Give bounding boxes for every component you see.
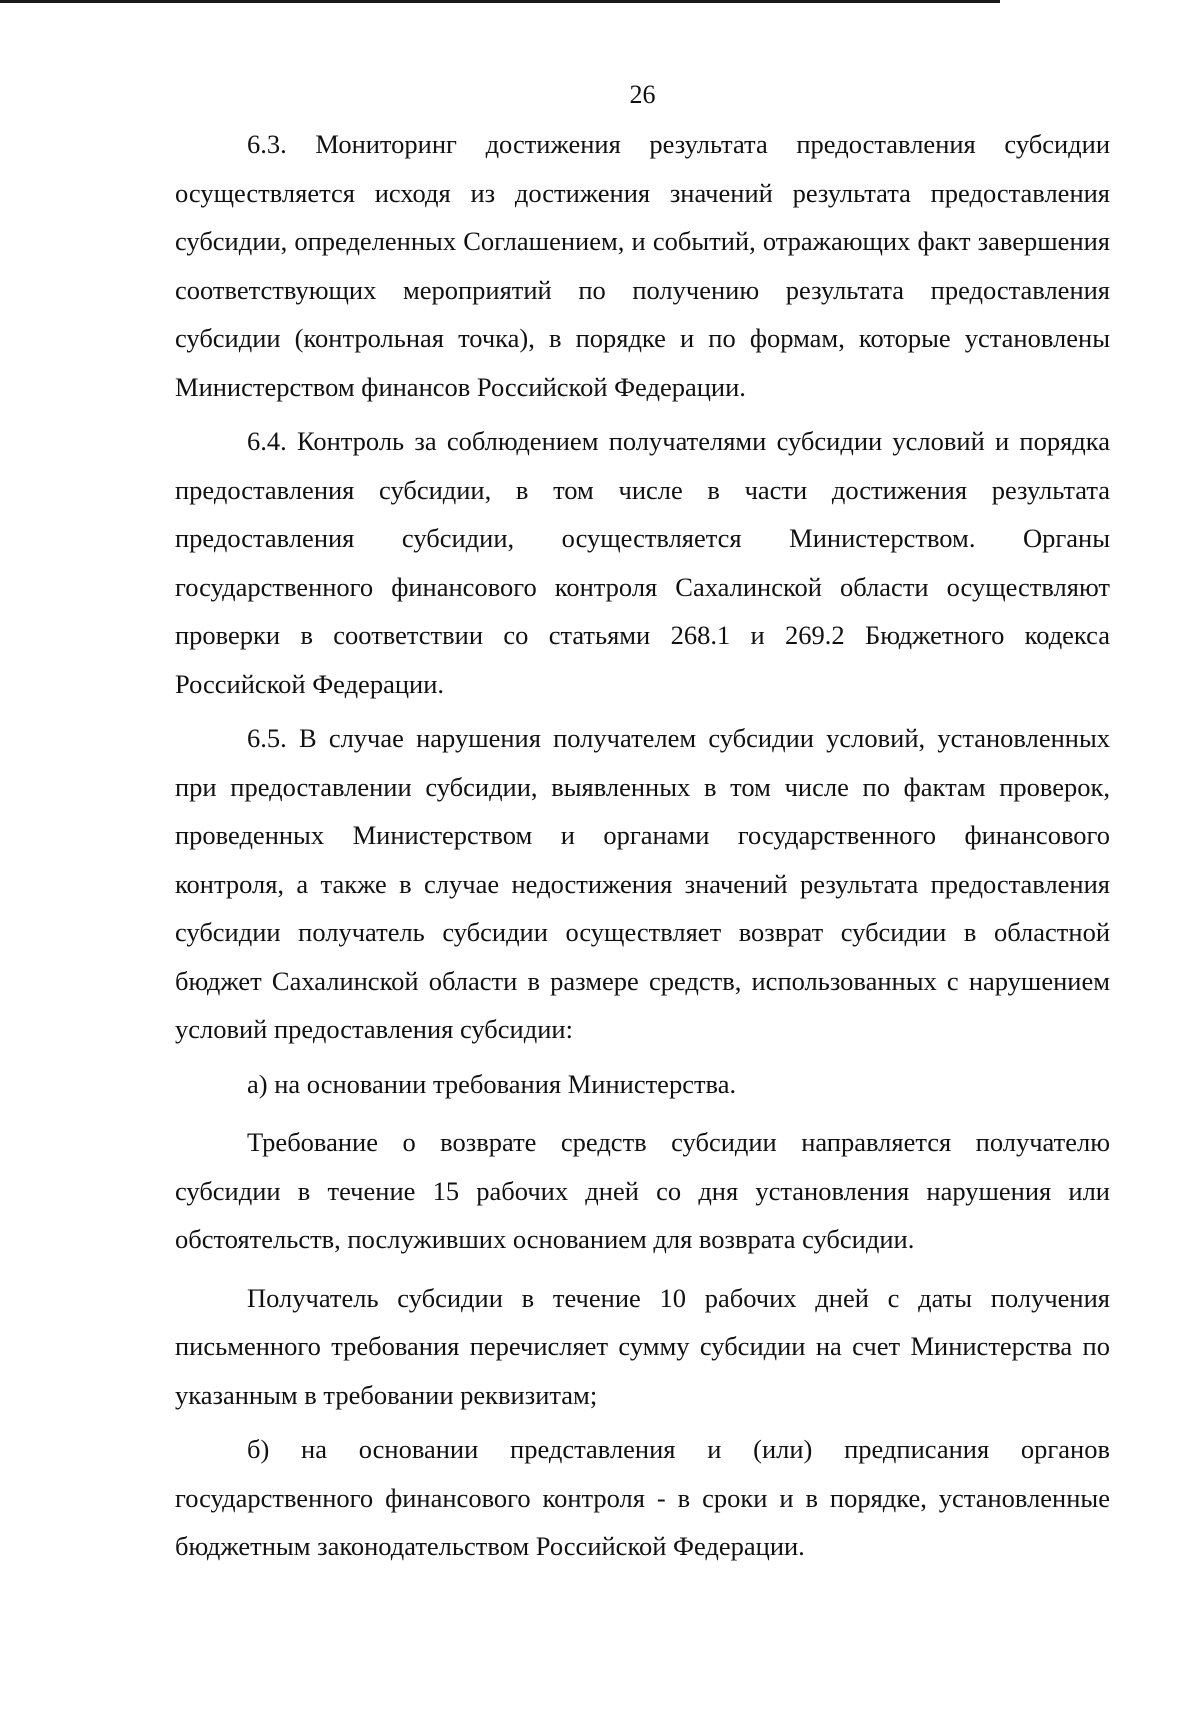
paragraph-recipient-transfer: Получатель субсидии в течение 10 рабочих дней с даты получения письменного требования перечисляет сумму субсидии на счет Министерства по указанным в требовании реквизитам;: [175, 1282, 1110, 1410]
page-number: 26: [629, 80, 656, 109]
paragraph-item-a: а) на основании требования Министерства.: [247, 1068, 737, 1099]
paragraph-6-5: 6.5. В случае нарушения получателем субсидии условий, установленных при предоставлении субсидии, выявленных в том числе по фактам проверок, проведенных Министерством и органами государственного финансового контроля, а также в случае недостижения значений результата предоставления субсидии получатель субсидии осуществляет возврат субсидии в областной бюджет Сахалинской области в размере средств, использованных с нарушением условий предоставления субсидии:: [175, 723, 1110, 1044]
paragraph-6-4: 6.4. Контроль за соблюдением получателями субсидии условий и порядка предоставления субсидии, в том числе в части достижения результата предоставления субсидии, осуществляется Министерством. Органы государственного финансового контроля Сахалинской области осуществляют проверки в соответствии со статьями 268.1 и 269.2 Бюджетного кодекса Российской Федерации.: [175, 426, 1110, 699]
scan-top-border: [0, 0, 1000, 3]
paragraph-item-b: б) на основании представления и (или) предписания органов государственного финансового контроля - в сроки и в порядке, установленные бюджетным законодательством Российской Федерации.: [175, 1434, 1110, 1561]
paragraph-return-requirement: Требование о возврате средств субсидии направляется получателю субсидии в течение 15 рабочих дней со дня установления нарушения или обстоятельств, послуживших основанием для возврата субсидии.: [175, 1127, 1110, 1254]
document-page: [175, 78, 1110, 1571]
paragraph-6-3: 6.3. Мониторинг достижения результата предоставления субсидии осуществляется исходя из достижения значений результата предоставления субсидии, определенных Соглашением, и событий, отражающих факт завершения соответствующих мероприятий по получению результата предоставления субсидии (контрольная точка), в порядке и по формам, которые установлены Министерством финансов Российской Федерации.: [175, 129, 1110, 402]
